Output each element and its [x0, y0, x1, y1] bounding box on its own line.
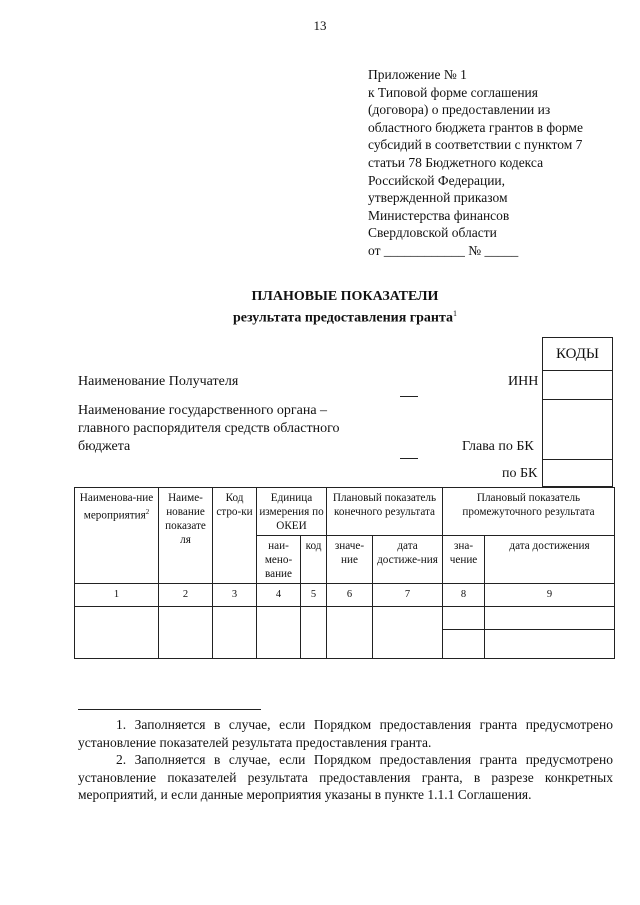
data-cell[interactable]	[327, 607, 373, 659]
data-cell[interactable]	[373, 607, 443, 659]
footnote-ref-2: 2	[145, 508, 150, 516]
header-event-name	[75, 488, 159, 584]
authority-blank	[400, 458, 418, 459]
subheader-unit-code: код	[301, 536, 327, 584]
document-title	[0, 288, 640, 327]
column-number: 7	[373, 584, 443, 607]
authority-label-line-2: главного распорядителя средств областного	[78, 421, 340, 436]
appendix-line: утвержденной приказом	[368, 190, 508, 206]
footnote-separator	[78, 709, 261, 710]
header-line-code: Код стро-ки	[213, 488, 257, 584]
data-cell[interactable]	[75, 607, 159, 659]
title-line-1: ПЛАНОВЫЕ ПОКАЗАТЕЛИ	[251, 289, 439, 304]
appendix-line: Приложение № 1	[368, 67, 467, 82]
data-cell[interactable]	[301, 607, 327, 659]
plan-indicators-table	[74, 487, 615, 659]
codes-box	[542, 337, 613, 487]
codes-header: КОДЫ	[543, 338, 612, 371]
appendix-line: Свердловской области	[368, 225, 497, 241]
column-number: 4	[257, 584, 301, 607]
page-number: 13	[313, 18, 327, 33]
glava-bk-code-cell[interactable]	[543, 400, 612, 460]
subheader-unit-name: наи-мено-вание	[257, 536, 301, 584]
subheader-interim-date: дата достижения	[485, 536, 615, 584]
appendix-line: от ____________ № _____	[368, 242, 519, 258]
column-number: 8	[443, 584, 485, 607]
data-cell[interactable]	[485, 630, 615, 659]
po-bk-label: по БК	[502, 466, 538, 481]
appendix-header	[368, 66, 638, 260]
authority-label-line-3: бюджета	[78, 439, 131, 454]
appendix-line: (договора) о предоставлении из	[368, 102, 551, 118]
subheader-final-value: значе-ние	[327, 536, 373, 584]
header-event-name-text: Наименова-ние мероприятия	[79, 492, 154, 522]
inn-code-cell[interactable]	[543, 371, 612, 400]
header-final-result: Плановый показатель конечного результата	[327, 488, 443, 536]
footnote-1: 1. Заполняется в случае, если Порядком предоставления гранта предусмотрено установление показателей результата предоставления гранта.	[78, 717, 613, 750]
title-line-2	[0, 305, 640, 327]
appendix-line: Министерства финансов	[368, 207, 510, 223]
data-cell[interactable]	[213, 607, 257, 659]
header-indicator-name: Наиме-нование показате ля	[159, 488, 213, 584]
column-number: 9	[485, 584, 615, 607]
appendix-line: статьи 78 Бюджетного кодекса	[368, 154, 544, 170]
column-number: 5	[301, 584, 327, 607]
appendix-line: к Типовой форме соглашения	[368, 84, 538, 100]
column-number: 6	[327, 584, 373, 607]
column-number: 1	[75, 584, 159, 607]
header-unit-okei: Единица измерения по ОКЕИ	[257, 488, 327, 536]
data-cell[interactable]	[159, 607, 213, 659]
data-cell[interactable]	[485, 607, 615, 630]
subheader-final-date: дата достиже-ния	[373, 536, 443, 584]
appendix-line: субсидий в соответствии с пунктом 7	[368, 137, 583, 153]
footnote-ref-1: 1	[453, 309, 458, 318]
footnote-2: 2. Заполняется в случае, если Порядком предоставления гранта предусмотрено установление показателей результата предоставления гранта, в разрезе конкретных мероприятий, и если данные мероприятия указаны в пункте 1.1.1 Соглашения.	[78, 752, 613, 802]
authority-label-line-1: Наименование государственного органа –	[78, 403, 328, 418]
header-interim-result: Плановый показатель промежуточного результата	[443, 488, 615, 536]
subheader-interim-value: зна-чение	[443, 536, 485, 584]
glava-bk-label: Глава по БК	[462, 439, 534, 454]
inn-label: ИНН	[508, 374, 539, 389]
data-cell[interactable]	[257, 607, 301, 659]
data-cell[interactable]	[443, 607, 485, 630]
column-number: 2	[159, 584, 213, 607]
title-subtitle: результата предоставления гранта	[232, 310, 454, 326]
data-cell[interactable]	[443, 630, 485, 659]
recipient-label: Наименование Получателя	[78, 374, 239, 389]
appendix-line: Российской Федерации,	[368, 172, 506, 188]
column-number: 3	[213, 584, 257, 607]
recipient-blank	[400, 396, 418, 397]
po-bk-code-cell[interactable]	[543, 460, 612, 487]
appendix-line: областного бюджета грантов в форме	[368, 119, 583, 135]
